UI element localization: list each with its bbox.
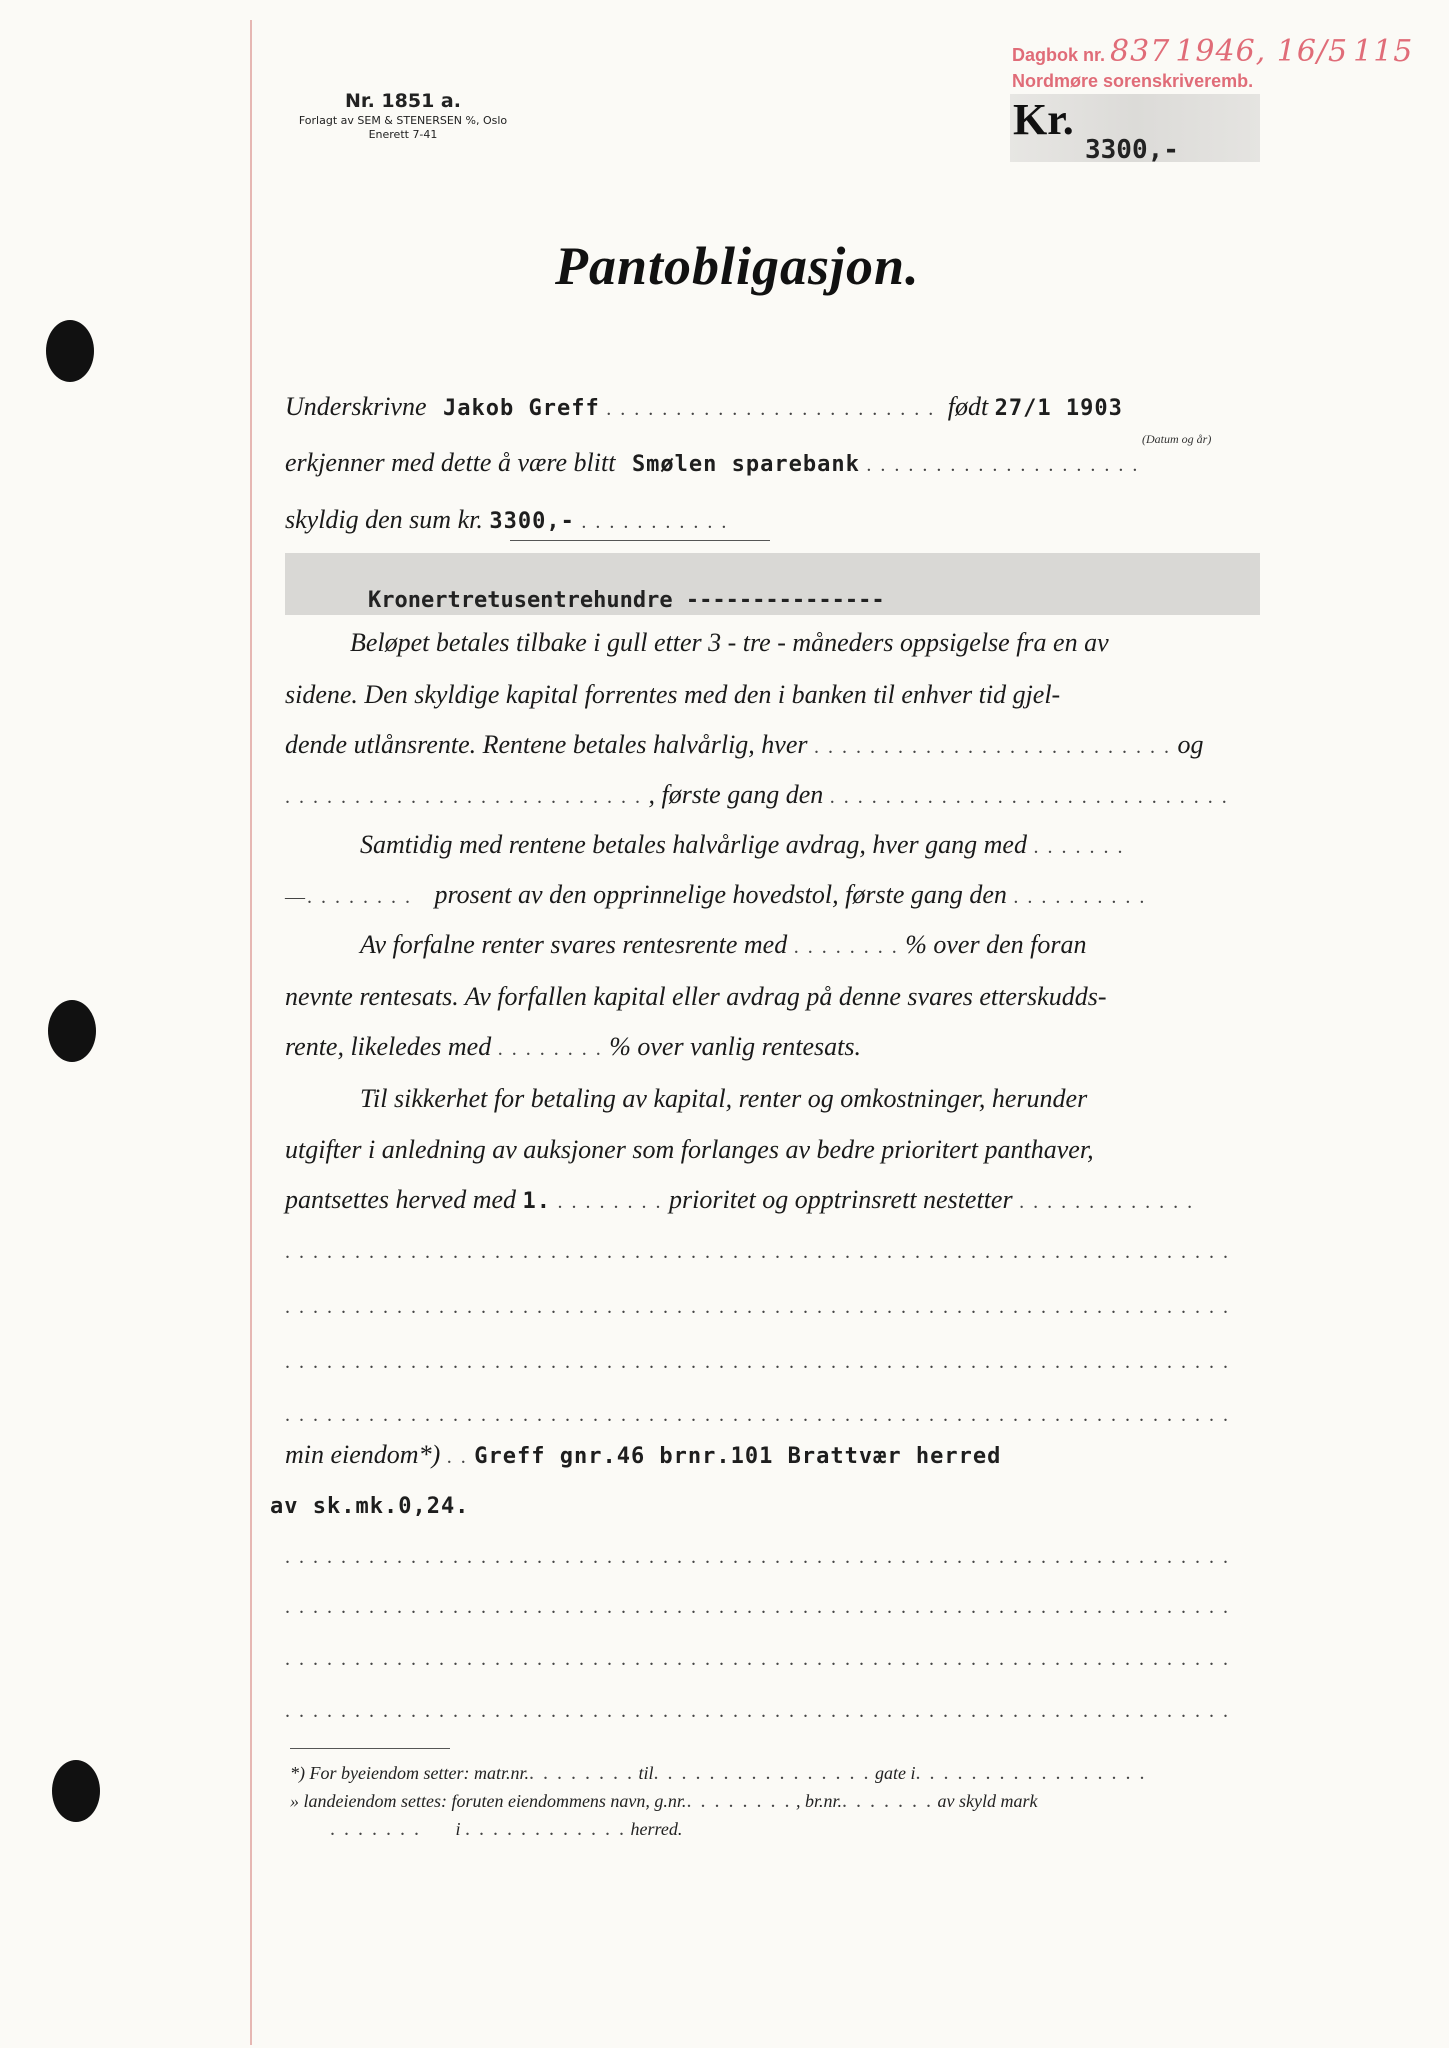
footnote-line: *) For byeiendom setter: matr.nr.. . . . . . . . til. . . . . . . . . . . . . . . . gate i. . . . . . . . . . . . . . . . . — [290, 1762, 1147, 1784]
folio-number: 115 — [1353, 34, 1414, 69]
debtor-line — [285, 392, 1260, 432]
clause-text: Av forfalne renter svares rentesrente med — [360, 930, 788, 959]
blank-line: . . . . . . . . . . . . . . . . . . . . . . . . . . . . . . . . . . . . . . . . . . . . . . . . . . . . . . . . . . . . . . . . . . . . — [285, 1296, 1230, 1318]
clause-text: % over den foran — [905, 930, 1087, 959]
clause-line — [285, 1032, 1260, 1072]
blank-line: . . . . . . . . . . . . . . . . . . . . . . . . . . . . . . . . . . . . . . . . . . . . . . . . . . . . . . . . . . . . . . . . . . . . — [285, 1241, 1230, 1263]
fill-dots: . . . . . . . — [1033, 836, 1125, 858]
amount-in-words — [368, 588, 885, 613]
footnote-rule — [290, 1748, 450, 1749]
fill-dots: . . . . . . . . . . . . . . . . . . . . . . . . . . — [814, 736, 1172, 758]
footnote-text: herred. — [630, 1819, 683, 1839]
form-number: Nr. 1851 a. — [345, 90, 461, 112]
clause-line: nevnte rentesats. Av forfallen kapital eller avdrag på denne svares etterskudds- — [285, 982, 1107, 1011]
property-line-2 — [270, 1490, 1245, 1530]
fill-dashes: --------------- — [685, 588, 885, 613]
clause-text: dende utlånsrente. Rentene betales halvårlig, hver — [285, 730, 808, 759]
fill-dots: . . . . . . . . . . . . . . . . . . . . . . . . . . — [285, 786, 642, 808]
punch-hole — [48, 1000, 96, 1062]
sum-words: Kronertretusentrehundre — [368, 588, 673, 613]
form-number-block — [278, 90, 528, 142]
creditor-label: erkjenner med dette å være blitt — [285, 448, 616, 477]
fill-dots: . . . . . . . . . . — [1013, 886, 1147, 908]
property-value: Greff gnr.46 brnr.101 Brattvær herred — [474, 1444, 1002, 1469]
clause-line: Til sikkerhet for betaling av kapital, renter og omkostninger, herunder — [360, 1084, 1088, 1113]
clause-line — [285, 1185, 1260, 1225]
fill-dots: . . . . . . . . — [497, 1038, 603, 1060]
clause-line — [360, 930, 1260, 970]
sum-value: 3300,- — [489, 509, 575, 534]
blank-line: . . . . . . . . . . . . . . . . . . . . . . . . . . . . . . . . . . . . . . . . . . . . . . . . . . . . . . . . . . . . . . . . . . . . — [285, 1404, 1230, 1426]
clause-line — [285, 880, 1260, 920]
footnote-text: av skyld mark — [937, 1791, 1038, 1811]
fill-dots: . . . . . . . . . . . . . . . . . . . . . . . . . . . . . — [829, 786, 1229, 808]
clause-text: prosent av den opprinnelige hovedstol, første gang den — [434, 880, 1007, 909]
clause-text: og — [1177, 730, 1204, 759]
blank-line: . . . . . . . . . . . . . . . . . . . . . . . . . . . . . . . . . . . . . . . . . . . . . . . . . . . . . . . . . . . . . . . . . . . . — [285, 1648, 1230, 1670]
debtor-label: Underskrivne — [285, 392, 427, 421]
punch-hole — [52, 1760, 100, 1822]
fill-dots: . . . . . . . . . . . . . . . . . . . . . . . . — [606, 398, 936, 420]
publisher-line: Enerett 7-41 — [368, 128, 438, 141]
footnote-line: . . . . . . . i . . . . . . . . . . . . herred. — [330, 1818, 683, 1840]
dagbok-number: 837 — [1110, 34, 1171, 69]
priority-value: 1. — [522, 1189, 552, 1214]
clause-text: Samtidig med rentene betales halvårlige avdrag, hver gang med — [360, 830, 1027, 859]
footnote-text: » landeiendom settes: foruten eiendommens navn, g.nr. — [290, 1791, 687, 1811]
creditor-name: Smølen sparebank — [631, 452, 860, 477]
amount-label: Kr. — [1013, 95, 1074, 144]
fill-dots: . . . . . . . . — [557, 1191, 663, 1213]
sum-label: skyldig den sum kr. — [285, 505, 483, 534]
footnote-line: » landeiendom settes: foruten eiendommens navn, g.nr.. . . . . . . . , br.nr.. . . . . . . av skyld mark — [290, 1790, 1038, 1812]
debtor-name: Jakob Greff — [443, 396, 600, 421]
clause-line — [285, 780, 1260, 820]
sum-underline — [510, 540, 770, 541]
fill-dots: . . — [446, 1446, 468, 1468]
stamp-office: Nordmøre sorenskriveremb. — [1012, 71, 1254, 91]
property-value-2: av sk.mk.0,24. — [270, 1494, 470, 1519]
fill-dots: . . . . . . . . — [793, 936, 899, 958]
fill-dots: . . . . . . . . . . . — [581, 511, 729, 533]
margin-rule — [250, 20, 252, 2045]
clause-line — [285, 730, 1260, 770]
blank-line: . . . . . . . . . . . . . . . . . . . . . . . . . . . . . . . . . . . . . . . . . . . . . . . . . . . . . . . . . . . . . . . . . . . . — [285, 1546, 1230, 1568]
creditor-line — [285, 448, 1260, 488]
blank-line: . . . . . . . . . . . . . . . . . . . . . . . . . . . . . . . . . . . . . . . . . . . . . . . . . . . . . . . . . . . . . . . . . . . . — [285, 1351, 1230, 1373]
fill-dots: . . . . . . . . . . . . . — [1019, 1191, 1195, 1213]
clause-line — [360, 830, 1260, 870]
footnote-text: i — [455, 1819, 461, 1839]
clause-text: prioritet og opptrinsrett nestetter — [669, 1185, 1013, 1214]
punch-hole — [46, 320, 94, 382]
born-label: født — [947, 392, 989, 421]
footnote-text: *) For byeiendom setter: matr.nr. — [290, 1763, 529, 1783]
footnote-text: gate i — [874, 1763, 916, 1783]
clause-line: Beløpet betales tilbake i gull etter 3 - tre - måneders oppsigelse fra en av — [350, 628, 1109, 657]
property-line — [285, 1440, 1260, 1480]
registry-stamp — [1012, 34, 1432, 92]
publisher-line: Forlagt av SEM & STENERSEN %, Oslo — [298, 114, 508, 127]
document-title: Pantobligasjon. — [555, 236, 920, 296]
amount-value: 3300,- — [1085, 135, 1179, 165]
clause-line: utgifter i anledning av auksjoner som forlanges av bedre prioritert panthaver, — [285, 1135, 1094, 1164]
clause-line: sidene. Den skyldige kapital forrentes med den i banken til enhver tid gjel- — [285, 680, 1061, 709]
clause-text: , første gang den — [648, 780, 824, 809]
blank-line: . . . . . . . . . . . . . . . . . . . . . . . . . . . . . . . . . . . . . . . . . . . . . . . . . . . . . . . . . . . . . . . . . . . . — [285, 1700, 1230, 1722]
clause-text: pantsettes herved med — [285, 1185, 517, 1214]
footnote-text: , br.nr. — [795, 1791, 842, 1811]
blank-line: . . . . . . . . . . . . . . . . . . . . . . . . . . . . . . . . . . . . . . . . . . . . . . . . . . . . . . . . . . . . . . . . . . . . — [285, 1596, 1230, 1618]
stamp-date: 1946, 16/5 — [1175, 34, 1349, 69]
clause-text: % over vanlig rentesats. — [609, 1032, 861, 1061]
dagbok-label: Dagbok nr. — [1012, 45, 1106, 65]
fill-dots: . . . . . . . . . . . . . . . . . . . . — [866, 454, 1140, 476]
born-value: 27/1 1903 — [994, 396, 1123, 421]
footnote-text: til — [638, 1763, 654, 1783]
born-hint: (Datum og år) — [1142, 432, 1212, 446]
clause-text: rente, likeledes med — [285, 1032, 492, 1061]
property-label: min eiendom*) — [285, 1440, 441, 1469]
sum-line — [285, 505, 1260, 545]
fill-dots: —. . . . . . . . — [285, 886, 412, 908]
